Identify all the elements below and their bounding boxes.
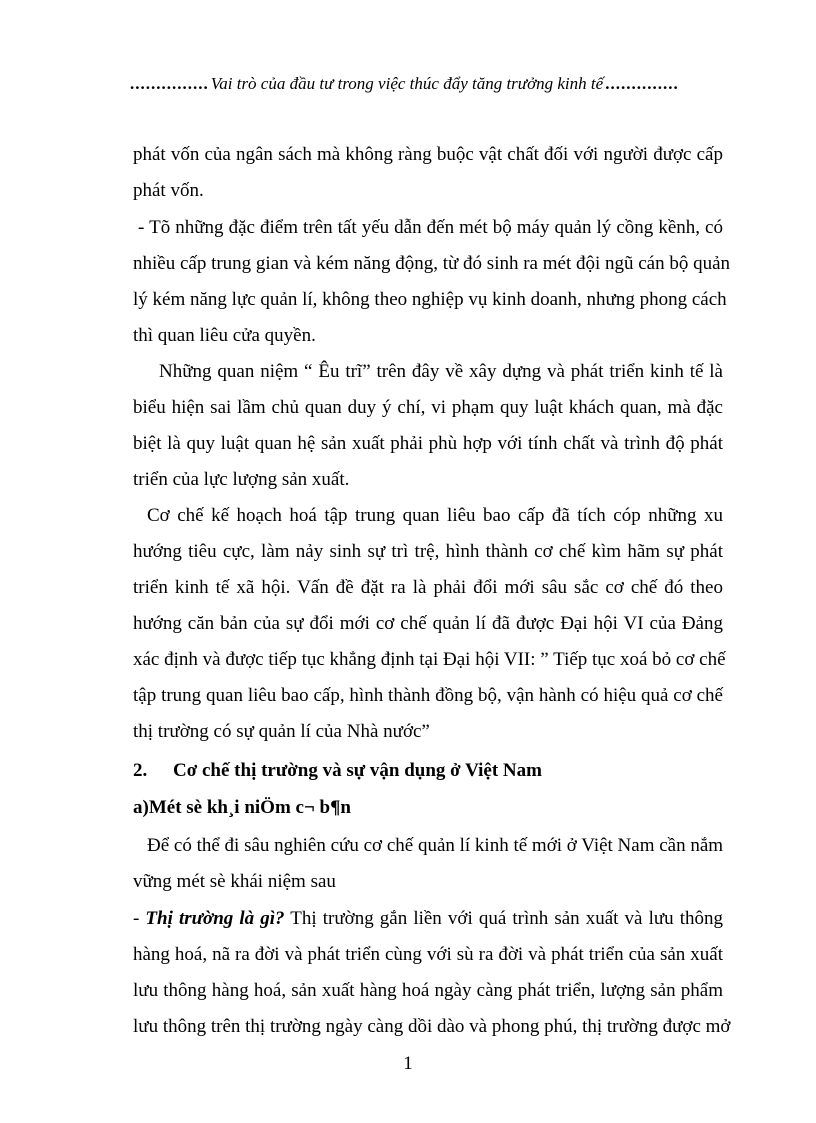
paragraph-line: vững mét sè khái niệm sau — [133, 871, 336, 892]
definition-text: Thị trường gắn liền với quá trình sản xuất và lưu thông — [284, 908, 724, 929]
header-dots-left: ............... — [130, 74, 209, 93]
paragraph-line: lý kém năng lực quản lí, không theo nghiệp vụ kinh doanh, nhưng phong cách — [133, 289, 727, 310]
paragraph-line: Để có thể đi sâu nghiên cứu cơ chế quản lí kinh tế mới ở Việt Nam cần nắm — [147, 835, 724, 856]
paragraph-line: hàng hoá, nã ra đời và phát triển cùng với sù ra đời và phát triển của sản xuất — [133, 944, 723, 965]
paragraph-line: tập trung quan liêu bao cấp, hình thành đồng bộ, vận hành có hiệu quả cơ chế — [133, 685, 723, 706]
paragraph-line: thì quan liêu cửa quyền. — [133, 325, 316, 346]
paragraph-line: phát vốn. — [133, 180, 204, 201]
definition-line — [133, 906, 723, 932]
definition-term: Thị trường là gì? — [145, 908, 285, 929]
running-header — [130, 72, 720, 96]
paragraph-line: phát vốn của ngân sách mà không ràng buộc vật chất đối với người được cấp — [133, 144, 723, 165]
paragraph-line: lưu thông hàng hoá, sản xuất hàng hoá ngày càng phát triển, lượng sản phẩm — [133, 980, 723, 1001]
paragraph-line: triển của lực lượng sản xuất. — [133, 469, 350, 490]
paragraph-line: nhiều cấp trung gian và kém năng động, từ đó sinh ra mét đội ngũ cán bộ quản — [133, 253, 731, 274]
header-title: Vai trò của đầu tư trong việc thúc đẩy tăng trưởng kinh tế — [210, 74, 604, 93]
section-heading-2 — [133, 758, 723, 784]
paragraph-line: Cơ chế kế hoạch hoá tập trung quan liêu bao cấp đã tích cóp những xu — [147, 505, 723, 526]
paragraph-line: Những quan niệm “ Êu trĩ” trên đây về xây dựng và phát triển kinh tế là — [159, 361, 723, 382]
paragraph-line: lưu thông trên thị trường ngày càng dồi dào và phong phú, thị trường được mở — [133, 1016, 731, 1037]
paragraph-line: biểu hiện sai lầm chủ quan duy ý chí, vi phạm quy luật khách quan, mà đặc — [133, 397, 723, 418]
paragraph-line: biệt là quy luật quan hệ sản xuất phải phù hợp với tính chất và trình độ phát — [133, 433, 723, 454]
paragraph-line: xác định và được tiếp tục khẳng định tại Đại hội VII: ” Tiếp tục xoá bỏ cơ chế — [133, 649, 726, 670]
paragraph-line: triển kinh tế xã hội. Vấn đề đặt ra là phải đổi mới sâu sắc cơ chế đó theo — [133, 577, 723, 598]
header-dots-right: .............. — [605, 74, 679, 93]
section-number: 2. — [133, 760, 148, 781]
paragraph-line: thị trường có sự quản lí của Nhà nước” — [133, 721, 430, 742]
page-number: 1 — [403, 1053, 413, 1074]
paragraph-line: hướng căn bản của sự đổi mới cơ chế quản lí đã được Đại hội VI của Đảng — [133, 613, 723, 634]
paragraph-line: hướng tiêu cực, làm nảy sinh sự trì trệ, hình thành cơ chế kìm hãm sự phát — [133, 541, 723, 562]
paragraph-line: - Tõ những đặc điểm trên tất yếu dẫn đến mét bộ máy quản lý cồng kềnh, có — [133, 217, 723, 238]
definition-dash: - — [133, 908, 146, 929]
subsection-heading-a: a)Mét sè kh¸i niÖm c¬ b¶n — [133, 797, 351, 818]
section-title: Cơ chế thị trường và sự vận dụng ở Việt Nam — [173, 760, 542, 781]
